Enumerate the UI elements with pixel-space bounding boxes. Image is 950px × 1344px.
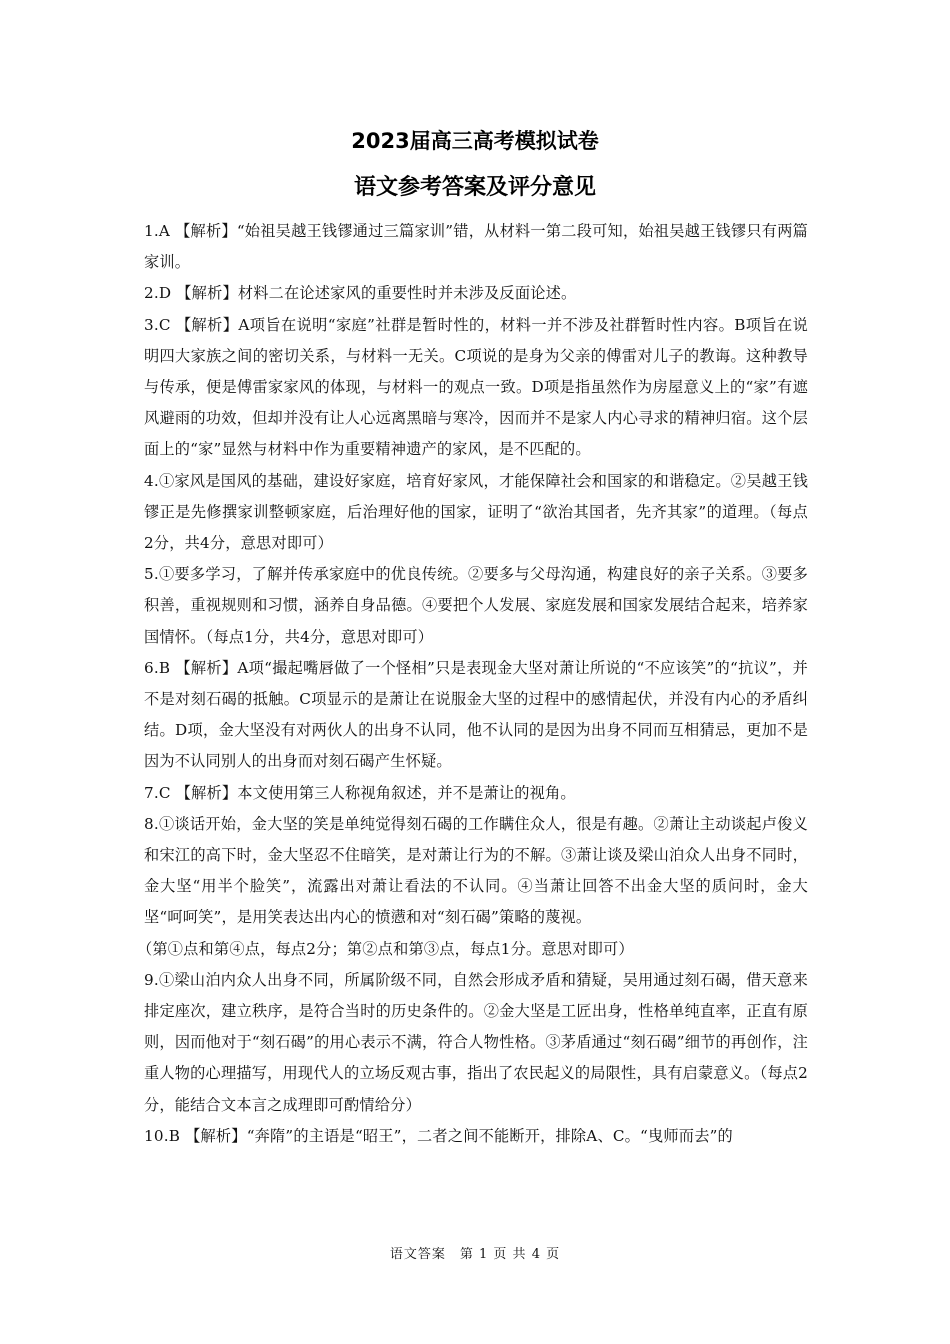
answer-item-3: 3.C 【解析】A项旨在说明“家庭”社群是暂时性的，材料一并不涉及社群暂时性内容。B项旨在说明四大家族之间的密切关系，与材料一无关。C项说的是身为父亲的傅雷对儿子的教诲。这种教导与传承，便是傅雷家家风的体现，与材料一的观点一致。D项是指虽然作为房屋意义上的“家”有遮风避雨的功效，但却并没有让人心远离黑暗与寒冷，因而并不是家人内心寻求的精神归宿。这个层面上的“家”显然与材料中作为重要精神遗产的家风，是不匹配的。 [144, 315, 808, 459]
answer-item-7: 7.C 【解析】本文使用第三人称视角叙述，并不是萧让的视角。 [144, 783, 576, 802]
page-footer: 语文答案 第 1 页 共 4 页 [389, 1247, 561, 1262]
answer-item-4: 4.①家风是国风的基础，建设好家庭，培育好家风，才能保障社会和国家的和谐稳定。②吴越王钱镠正是先修撰家训整顿家庭，后治理好他的国家，证明了“欲治其国者，先齐其家”的道理。（每点2分，共4分，意思对即可） [144, 471, 808, 553]
exam-title: 2023届高三高考模拟试卷 [351, 129, 599, 153]
answer-item-8-scoring-note: （第①点和第④点，每点2分；第②点和第③点，每点1分。意思对即可） [137, 939, 634, 958]
answer-list [137, 216, 808, 1152]
answer-item-5: 5.①要多学习，了解并传承家庭中的优良传统。②要多与父母沟通，构建良好的亲子关系。③要多积善，重视规则和习惯，涵养自身品德。④要把个人发展、家庭发展和国家发展结合起来，培养家国情怀。（每点1分，共4分，意思对即可） [144, 565, 808, 646]
answer-key-subtitle: 语文参考答案及评分意见 [353, 175, 596, 200]
answer-item-8: 8.①谈话开始，金大坚的笑是单纯觉得刻石碣的工作瞒住众人，很是有趣。②萧让主动谈起卢俊义和宋江的高下时，金大坚忍不住暗笑，是对萧让行为的不解。③萧让谈及梁山泊众人出身不同时，金大坚“用半个脸笑”，流露出对萧让看法的不认同。④当萧让回答不出金大坚的质问时，金大坚“呵呵笑”，是用笑表达出内心的愤懑和对“刻石碣”策略的蔑视。 [144, 814, 808, 927]
answer-item-9: 9.①梁山泊内众人出身不同，所属阶级不同，自然会形成矛盾和猜疑，吴用通过刻石碣，借天意来排定座次，建立秩序，是符合当时的历史条件的。②金大坚是工匠出身，性格单纯直率，正直有原则，因而他对于“刻石碣”的用心表示不满，符合人物性格。③茅盾通过“刻石碣”细节的再创作，注重人物的心理描写，用现代人的立场反观古事，指出了农民起义的局限性，具有启蒙意义。（每点2分，能结合文本言之成理即可酌情给分） [144, 970, 808, 1114]
answer-item-6: 6.B 【解析】A项“撮起嘴唇做了一个怪相”只是表现金大坚对萧让所说的“不应该笑”的“抗议”，并不是对刻石碣的抵触。C项显示的是萧让在说服金大坚的过程中的感情起伏，并没有内心的矛盾纠结。D项，金大坚没有对两伙人的出身不认同，他不认同的是因为出身不同而互相猜忌，更加不是因为不认同别人的出身而对刻石碣产生怀疑。 [144, 658, 808, 771]
answer-item-10: 10.B 【解析】“奔隋”的主语是“昭王”，二者之间不能断开，排除A、C。“曳师而去”的 [144, 1126, 733, 1145]
answer-item-1: 1.A 【解析】“始祖吴越王钱镠通过三篇家训”错，从材料一第二段可知，始祖吴越王钱镠只有两篇家训。 [144, 222, 808, 272]
answer-item-2: 2.D 【解析】材料二在论述家风的重要性时并未涉及反面论述。 [144, 284, 577, 303]
